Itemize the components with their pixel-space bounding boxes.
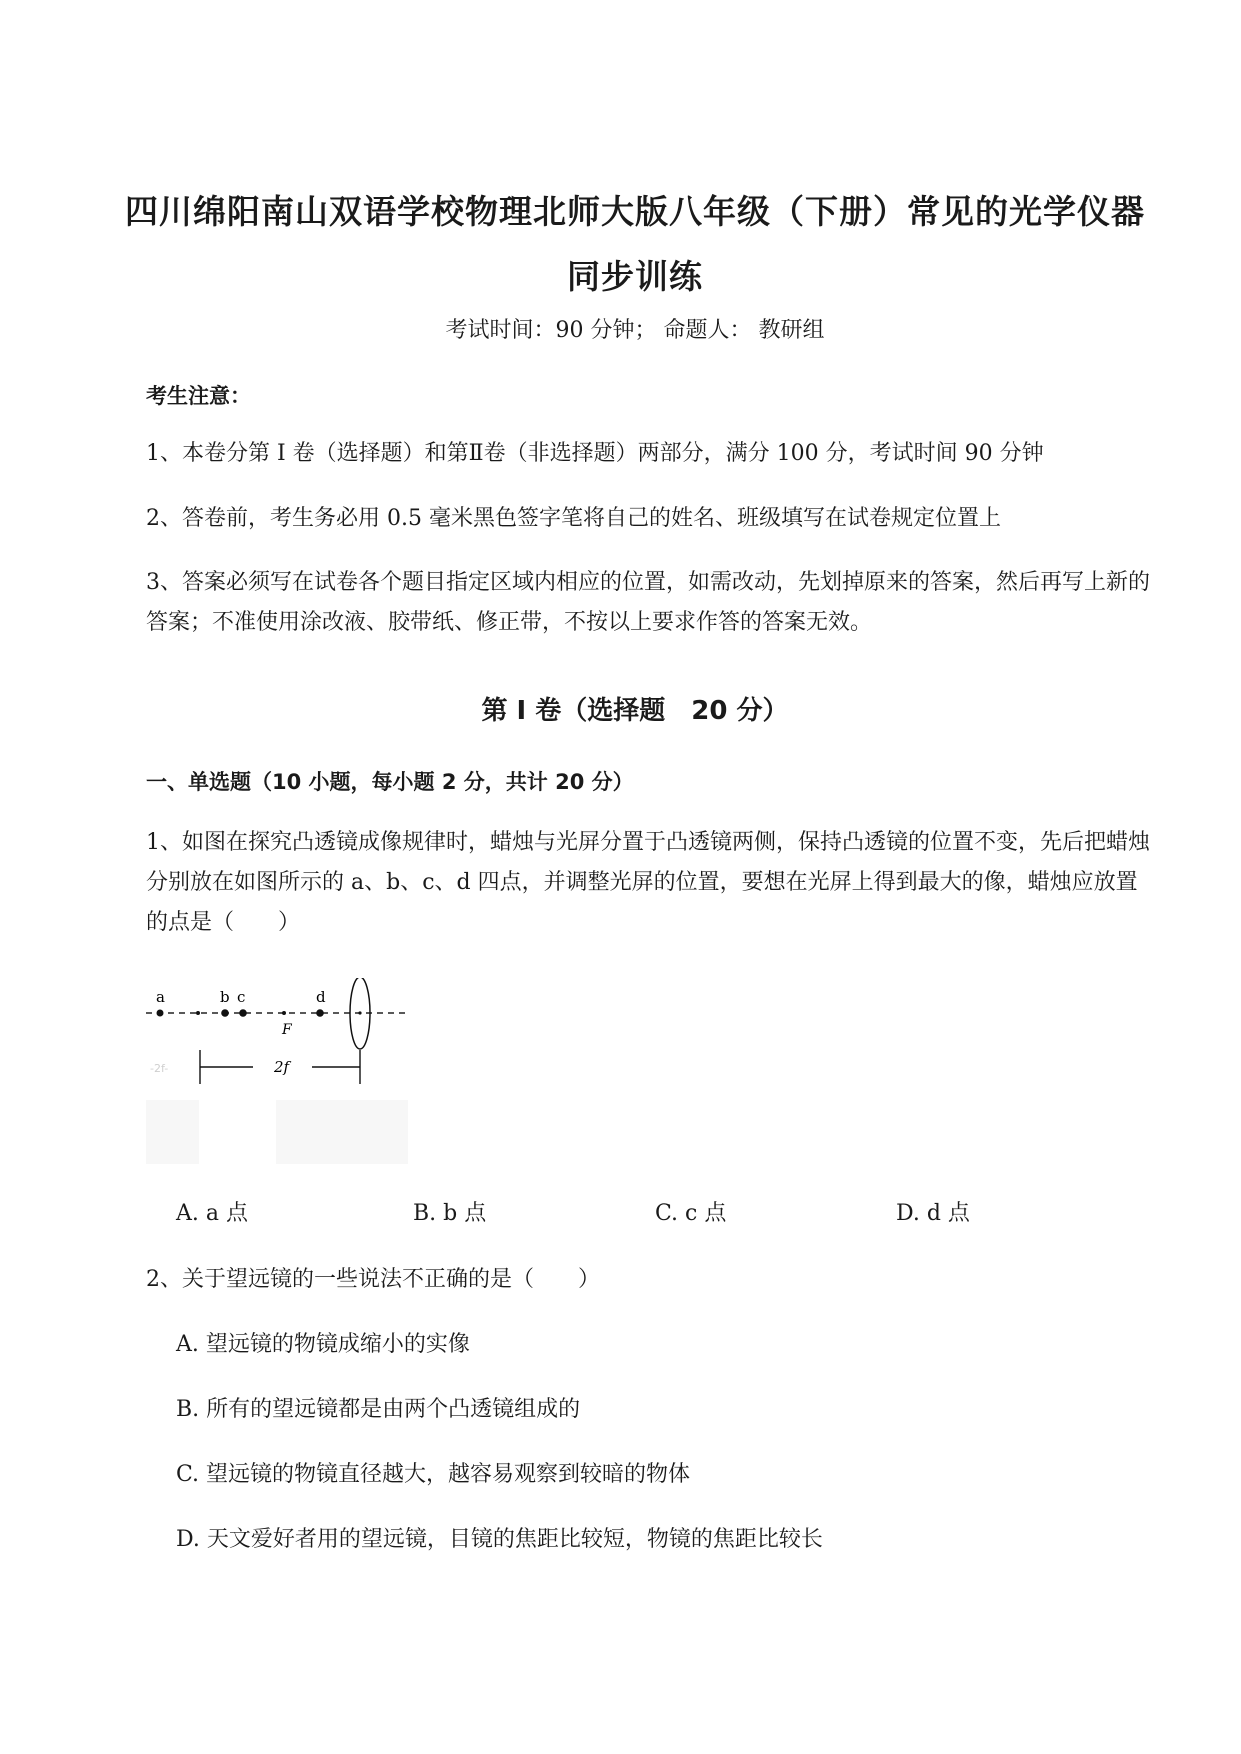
question-1-stem: 1、如图在探究凸透镜成像规律时，蜡烛与光屏分置于凸透镜两侧，保持凸透镜的位置不变，先后把蜡烛分别放在如图所示的 a、b、c、d 四点，并调整光屏的位置，要想在光屏上得到最大的像，蜡烛应放置的点是（ ）	[146, 830, 1151, 935]
point-a	[157, 1010, 164, 1017]
point-c	[239, 1009, 247, 1017]
notice-item-1: 1、本卷分第 I 卷（选择题）和第Ⅱ卷（非选择题）两部分，满分 100 分，考试时间 90 分钟	[146, 441, 1044, 466]
document-title-line2: 同步训练	[567, 257, 703, 296]
label-f: F	[282, 1022, 292, 1038]
label-c: c	[237, 988, 246, 1006]
notice-heading: 考生注意：	[146, 384, 251, 408]
section-title: 第 I 卷（选择题 20 分）	[481, 696, 789, 726]
point-b	[221, 1009, 229, 1017]
exam-info: 考试时间：90 分钟； 命题人： 教研组	[445, 318, 825, 343]
point-f	[282, 1011, 286, 1015]
part-title: 一、单选题（10 小题，每小题 2 分，共计 20 分）	[146, 770, 634, 794]
label-2f: 2f	[274, 1058, 290, 1076]
question-1-option-b: B. b 点	[413, 1201, 487, 1226]
svg-text:-2f-: -2f-	[150, 1062, 169, 1075]
lens-diagram	[146, 978, 408, 1164]
question-2-option-c: C. 望远镜的物镜直径越大，越容易观察到较暗的物体	[176, 1462, 691, 1487]
point-d	[316, 1009, 324, 1017]
notice-item-2: 2、答卷前，考生务必用 0.5 毫米黑色签字笔将自己的姓名、班级填写在试卷规定位置上	[146, 506, 1001, 531]
label-b: b	[220, 988, 230, 1006]
label-d: d	[316, 988, 326, 1006]
document-title: 四川绵阳南山双语学校物理北师大版八年级（下册）常见的光学仪器	[125, 192, 1145, 231]
question-2-stem: 2、关于望远镜的一些说法不正确的是（ ）	[146, 1267, 600, 1292]
question-1-option-a: A. a 点	[176, 1201, 248, 1226]
question-1-option-d: D. d 点	[896, 1201, 970, 1226]
question-2-option-b: B. 所有的望远镜都是由两个凸透镜组成的	[176, 1397, 581, 1422]
label-a: a	[156, 988, 165, 1006]
question-2-option-d: D. 天文爱好者用的望远镜，目镜的焦距比较短，物镜的焦距比较长	[176, 1527, 823, 1552]
question-1-option-c: C. c 点	[655, 1201, 727, 1226]
notice-item-3: 3、答案必须写在试卷各个题目指定区域内相应的位置，如需改动，先划掉原来的答案，然后再写上新的答案；不准使用涂改液、胶带纸、修正带，不按以上要求作答的答案无效。	[146, 570, 1151, 635]
question-2-option-a: A. 望远镜的物镜成缩小的实像	[176, 1332, 470, 1357]
